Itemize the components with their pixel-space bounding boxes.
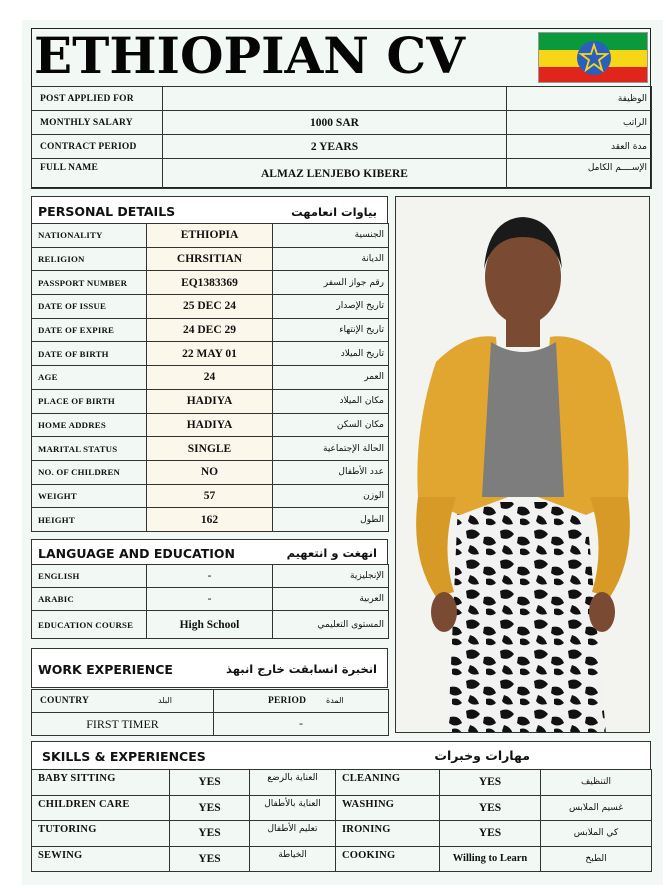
ethiopian-flag: [538, 32, 648, 83]
language-heading: LANGUAGE AND EDUCATION: [38, 546, 236, 561]
skill-right-value: Willing to Learn: [440, 846, 541, 872]
work-country-cell: [32, 690, 214, 713]
skill-left-label: BABY SITTING: [32, 770, 170, 796]
personal-row: [32, 508, 389, 532]
fullname-value: ALMAZ LENJEBO KIBERE: [163, 159, 507, 189]
personal-value: EQ1383369: [147, 271, 273, 295]
personal-arabic: تاريخ الميلاد: [273, 342, 389, 366]
work-period-label: PERIOD: [268, 696, 307, 706]
skills-row: [32, 795, 652, 821]
personal-value: 24 DEC 29: [147, 318, 273, 342]
language-value: High School: [147, 611, 273, 639]
personal-value: 57: [147, 484, 273, 508]
personal-row: [32, 484, 389, 508]
fullname-arabic: الإســــم الكامل: [507, 159, 652, 189]
header-row-name: [32, 159, 652, 189]
personal-label: HEIGHT: [32, 508, 147, 532]
personal-label: DATE OF BIRTH: [32, 342, 147, 366]
personal-arabic: الديانة: [273, 247, 389, 271]
personal-value: HADIYA: [147, 389, 273, 413]
work-country-ar: البلد: [158, 696, 172, 705]
work-country-value: FIRST TIMER: [32, 713, 214, 736]
work-country-label: COUNTRY: [40, 696, 90, 706]
skill-left-value: YES: [170, 846, 250, 872]
personal-label: DATE OF ISSUE: [32, 295, 147, 319]
skill-right-label: CLEANING: [336, 770, 440, 796]
personal-label: MARITAL STATUS: [32, 437, 147, 461]
personal-value: 162: [147, 508, 273, 532]
personal-label: WEIGHT: [32, 484, 147, 508]
personal-arabic: رقم جواز السفر: [273, 271, 389, 295]
personal-row: [32, 295, 389, 319]
personal-label: PLACE OF BIRTH: [32, 389, 147, 413]
language-row: [32, 588, 389, 611]
personal-row: [32, 437, 389, 461]
personal-value: ETHIOPIA: [147, 224, 273, 248]
skill-left-label: TUTORING: [32, 821, 170, 847]
personal-arabic: الحالة الإجتماعية: [273, 437, 389, 461]
skills-heading-ar: مهارات وخبرات: [434, 748, 530, 763]
header-row-salary: [32, 111, 652, 135]
language-label: ARABIC: [32, 588, 147, 611]
skill-left-arabic: الخياطة: [250, 846, 336, 872]
language-arabic: العربية: [273, 588, 389, 611]
skills-row: [32, 846, 652, 872]
contract-label: CONTRACT PERIOD: [32, 135, 163, 159]
skill-right-label: IRONING: [336, 821, 440, 847]
personal-label: NATIONALITY: [32, 224, 147, 248]
contract-value: 2 YEARS: [163, 135, 507, 159]
language-label: ENGLISH: [32, 565, 147, 588]
personal-row: [32, 389, 389, 413]
personal-row: [32, 271, 389, 295]
language-row: [32, 565, 389, 588]
personal-value: NO: [147, 460, 273, 484]
skills-row: [32, 770, 652, 796]
personal-details-header: [31, 196, 388, 224]
work-heading: WORK EXPERIENCE: [38, 662, 173, 677]
skill-left-arabic: تعليم الأطفال: [250, 821, 336, 847]
personal-arabic: تاريخ الإنتهاء: [273, 318, 389, 342]
work-header: [31, 648, 388, 688]
skill-right-value: YES: [440, 821, 541, 847]
personal-label: HOME ADDRES: [32, 413, 147, 437]
salary-label: MONTHLY SALARY: [32, 111, 163, 135]
fullname-label: FULL NAME: [32, 159, 163, 189]
page-title: ETHIOPIAN CV: [34, 26, 465, 85]
personal-row: [32, 224, 389, 248]
personal-value: 24: [147, 366, 273, 390]
skills-row: [32, 821, 652, 847]
personal-label: AGE: [32, 366, 147, 390]
language-label: EDUCATION COURSE: [32, 611, 147, 639]
skills-header: [31, 741, 651, 770]
language-value: -: [147, 588, 273, 611]
personal-value: CHRSITIAN: [147, 247, 273, 271]
candidate-portrait-illustration: [396, 197, 650, 733]
personal-arabic: تاريخ الإصدار: [273, 295, 389, 319]
language-arabic: المستوى التعليمي: [273, 611, 389, 639]
skills-heading: SKILLS & EXPERIENCES: [42, 749, 206, 764]
salary-arabic: الراتب: [507, 111, 652, 135]
personal-value: HADIYA: [147, 413, 273, 437]
personal-row: [32, 247, 389, 271]
header-table: [31, 86, 652, 189]
language-header: [31, 539, 388, 565]
work-period-value: -: [214, 713, 389, 736]
personal-arabic: الوزن: [273, 484, 389, 508]
header-row-contract: [32, 135, 652, 159]
skill-right-label: WASHING: [336, 795, 440, 821]
contract-arabic: مدة العقد: [507, 135, 652, 159]
skill-right-arabic: التنظيف: [541, 770, 652, 796]
personal-row: [32, 318, 389, 342]
skill-right-arabic: كي الملابس: [541, 821, 652, 847]
salary-value: 1000 SAR: [163, 111, 507, 135]
skill-left-value: YES: [170, 795, 250, 821]
post-label: POST APPLIED FOR: [32, 87, 163, 111]
personal-arabic: مكان السكن: [273, 413, 389, 437]
personal-row: [32, 460, 389, 484]
skill-left-value: YES: [170, 770, 250, 796]
skill-right-value: YES: [440, 770, 541, 796]
personal-label: PASSPORT NUMBER: [32, 271, 147, 295]
personal-row: [32, 342, 389, 366]
candidate-photo: [395, 196, 650, 733]
work-period-ar: المدة: [326, 696, 344, 705]
work-label-row: [32, 690, 389, 713]
skill-right-value: YES: [440, 795, 541, 821]
skill-left-arabic: العناية بالرضع: [250, 770, 336, 796]
personal-heading: PERSONAL DETAILS: [38, 204, 176, 219]
personal-arabic: العمر: [273, 366, 389, 390]
personal-heading-ar: بياوات انعامهت: [291, 205, 377, 219]
personal-label: RELIGION: [32, 247, 147, 271]
personal-arabic: مكان الميلاد: [273, 389, 389, 413]
skill-left-value: YES: [170, 821, 250, 847]
language-table: [31, 564, 389, 639]
work-table: [31, 689, 389, 736]
personal-arabic: الطول: [273, 508, 389, 532]
language-heading-ar: انهغت و انتعهيم: [286, 546, 377, 560]
skill-left-label: SEWING: [32, 846, 170, 872]
skills-table: [31, 769, 652, 872]
personal-arabic: الجنسية: [273, 224, 389, 248]
skill-left-arabic: العناية بالأطفال: [250, 795, 336, 821]
work-value-row: [32, 713, 389, 736]
language-row: [32, 611, 389, 639]
skill-right-arabic: غسيم الملابس: [541, 795, 652, 821]
star-emblem-icon: [576, 40, 612, 76]
work-period-cell: [214, 690, 389, 713]
work-heading-ar: انخبرة انسابقت خارج انبهذ: [226, 662, 377, 676]
personal-arabic: عدد الأطفال: [273, 460, 389, 484]
personal-row: [32, 413, 389, 437]
personal-value: SINGLE: [147, 437, 273, 461]
personal-row: [32, 366, 389, 390]
post-value: [163, 87, 507, 111]
skill-right-label: COOKING: [336, 846, 440, 872]
post-arabic: الوظيفة: [507, 87, 652, 111]
personal-value: 25 DEC 24: [147, 295, 273, 319]
language-arabic: الإنجليزية: [273, 565, 389, 588]
personal-table: [31, 223, 389, 532]
personal-label: DATE OF EXPIRE: [32, 318, 147, 342]
language-value: -: [147, 565, 273, 588]
skill-right-arabic: الطبخ: [541, 846, 652, 872]
personal-label: NO. OF CHILDREN: [32, 460, 147, 484]
skill-left-label: CHILDREN CARE: [32, 795, 170, 821]
header-row-post: [32, 87, 652, 111]
personal-value: 22 MAY 01: [147, 342, 273, 366]
